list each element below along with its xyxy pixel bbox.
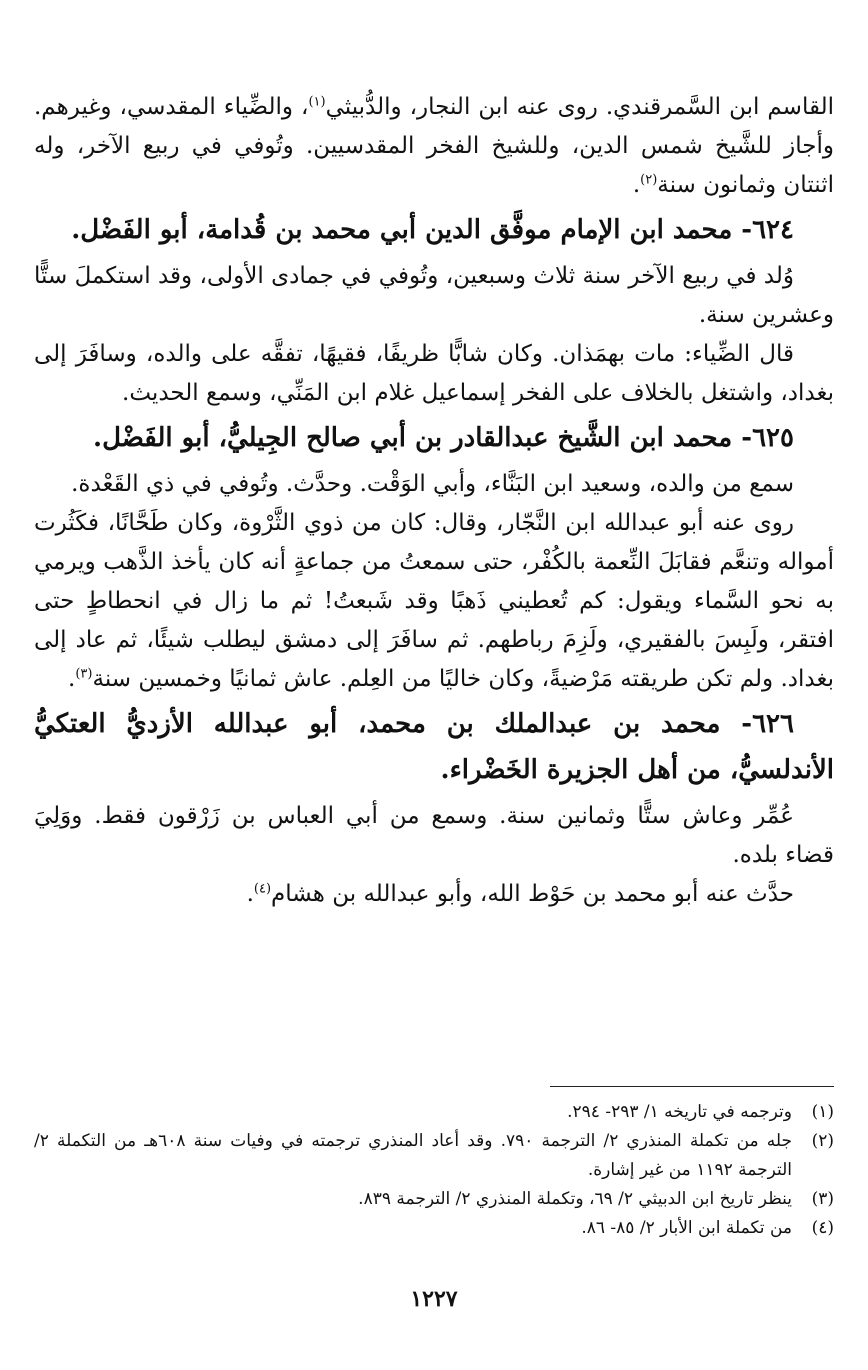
paragraph: قال الضِّياء: مات بهمَذان. وكان شابًّا ظريفًا، فقيهًا، تفقَّه على والده، وسافَرَ إلى بغداد، واشتغل بالخلاف على الفخر إسماعيل غلام ابن المَنِّي، وسمع الحديث. [34, 341, 834, 406]
entry-heading-625: ٦٢٥- محمد ابن الشَّيخ عبدالقادر بن أبي صالح الجِيليُّ، أبو الفَضْل. [93, 423, 794, 453]
text-span: روى عنه أبو عبدالله ابن النَّجّار، وقال: كان من ذوي الثَّرْوة، وكان طَحَّانًا، فكَثُرت أمواله وتنعَّم فقابَلَ النِّعمة بالكُفْر، حتى سمعتُ من جماعةٍ أنه كان يأخذ الذَّهب ويرمي به نحو السَّماء ويقول: كم تُعطيني ذَهبًا وقد شَبعتُ! ثم ما زال في انحطاطٍ حتى افتقر، ولَبِسَ بالفقيري، ولَزِمَ رباطهم. ثم سافَرَ إلى دمشق ليطلب شيئًا، ثم عاد إلى بغداد. ولم تكن طريقته مَرْضيةً، وكان خاليًا من العِلم. عاش ثمانيًا وخمسين سنة [34, 510, 834, 692]
entry-heading-624: ٦٢٤- محمد ابن الإمام موفَّق الدين أبي محمد بن قُدامة، أبو الفَضْل. [71, 215, 794, 245]
footnotes [34, 1098, 834, 1243]
text-span: . [246, 881, 254, 907]
footnote [34, 1098, 834, 1127]
text-span: . [68, 666, 76, 692]
paragraph: عُمِّر وعاش ستًّا وثمانين سنة. وسمع من أبي العباس بن زَرْقون فقط. ووَلِيَ قضاء بلده. [34, 803, 834, 868]
footnote-text: جله من تكملة المنذري ٢/ الترجمة ٧٩٠. وقد أعاد المنذري ترجمته في وفيات سنة ٦٠٨هـ من التكملة ٢/ الترجمة ١١٩٢ من غير إشارة. [34, 1131, 792, 1180]
page-number: ١٢٢٧ [410, 1286, 458, 1312]
paragraph [34, 504, 834, 699]
paragraph: سمع من والده، وسعيد ابن البَنَّاء، وأبي الوَقْت. وحدَّث. وتُوفي في ذي القَعْدة. [71, 471, 794, 497]
entry-heading-626: ٦٢٦- محمد بن عبدالملك بن محمد، أبو عبدالله الأزديُّ العتكيُّ الأندلسيُّ، من أهل الجزيرة الخَضْراء. [34, 709, 834, 785]
paragraph [34, 875, 834, 914]
footnote-text: ينظر تاريخ ابن الدبيثي ٢/ ٦٩، وتكملة المنذري ٢/ الترجمة ٨٣٩. [358, 1189, 792, 1209]
footnote-text: وترجمه في تاريخه ١/ ٢٩٣- ٢٩٤. [567, 1102, 792, 1122]
footnote-number: (٢) [811, 1131, 834, 1151]
footnote-number: (٣) [811, 1189, 834, 1209]
paragraph: وُلد في ربيع الآخر سنة ثلاث وسبعين، وتُوفي في جمادى الأولى، وقد استكملَ ستًّا وعشرين سنة. [34, 263, 834, 328]
footnote [34, 1214, 834, 1243]
footnote-number: (٤) [811, 1218, 834, 1238]
paragraph [34, 88, 834, 205]
footnote-ref: (٤) [253, 881, 272, 897]
footnote-ref: (٢) [640, 172, 658, 188]
text-span: . [632, 172, 641, 198]
text-span: حدَّث عنه أبو محمد بن حَوْط الله، وأبو عبدالله بن هشام [271, 881, 794, 907]
footnote-ref: (٣) [75, 666, 93, 682]
footnote-number: (١) [811, 1102, 834, 1122]
text-span: القاسم ابن السَّمرقندي. روى عنه ابن النجار، والدُّبيثي [325, 94, 834, 120]
footnote-ref: (١) [308, 94, 326, 110]
footnote [34, 1185, 834, 1214]
footnote [34, 1127, 834, 1185]
text-span: ، والضِّياء المقدسي، وغيرهم. وأجاز للشَّيخ شمس الدين، وللشيخ الفخر المقدسيين. وتُوفي في ربيع الآخر، وله اثنتان وثمانون سنة [34, 94, 834, 198]
footnote-divider [550, 1086, 834, 1087]
footnote-text: من تكملة ابن الأبار ٢/ ٨٥- ٨٦. [581, 1218, 792, 1238]
